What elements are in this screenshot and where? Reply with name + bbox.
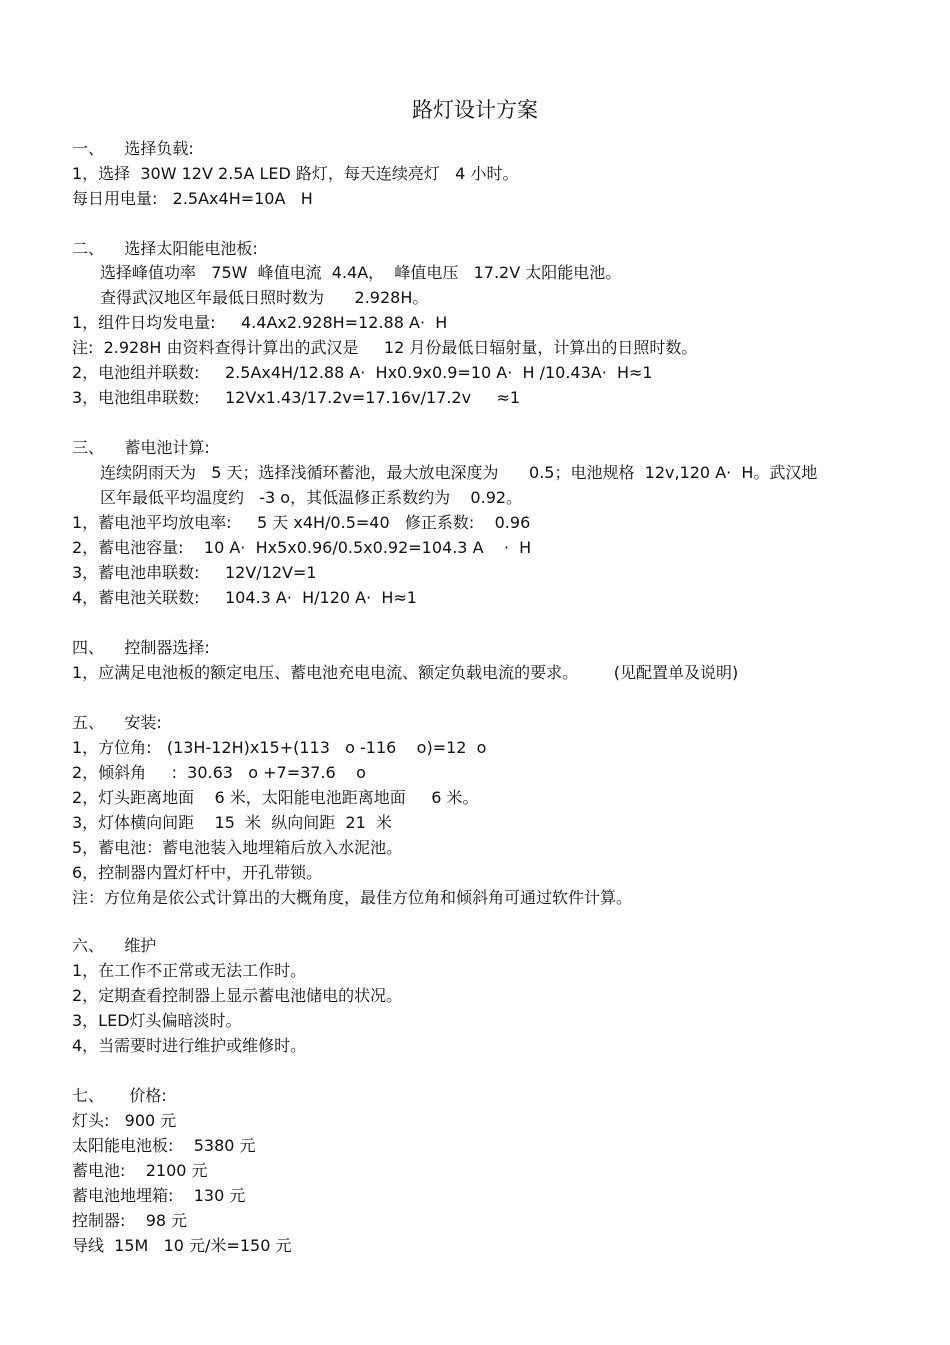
text-line: 三、 蓄电池计算: <box>72 438 210 457</box>
text-line: 1，选择 30W 12V 2.5A LED 路灯，每天连续亮灯 4 小时。 <box>72 164 519 183</box>
text-line: 2，定期查看控制器上显示蓄电池储电的状况。 <box>72 986 403 1005</box>
text-line: 3，蓄电池串联数: 12V/12V=1 <box>72 563 317 582</box>
text-line: 六、 维护 <box>72 936 157 955</box>
text-line: 灯头: 900 元 <box>72 1111 177 1130</box>
text-line: 二、 选择太阳能电池板: <box>72 239 258 258</box>
text-line: 注: 2.928H 由资料查得计算出的武汉是 12 月份最低日辐射量，计算出的日照时数。 <box>72 338 698 357</box>
text-line: 3，灯体横向间距 15 米 纵向间距 21 米 <box>72 813 392 832</box>
text-line: 5，蓄电池：蓄电池装入地埋箱后放入水泥池。 <box>72 838 403 857</box>
text-line: 太阳能电池板: 5380 元 <box>72 1136 256 1155</box>
text-line: 控制器: 98 元 <box>72 1211 188 1230</box>
text-line: 3，LED灯头偏暗淡时。 <box>72 1011 242 1030</box>
text-line: 蓄电池地埋箱: 130 元 <box>72 1186 246 1205</box>
text-line: 选择峰值功率 75W 峰值电流 4.4A， 峰值电压 17.2V 太阳能电池。 <box>100 263 622 282</box>
document-title: 路灯设计方案 <box>412 98 538 122</box>
text-line: 4，当需要时进行维护或维修时。 <box>72 1036 307 1055</box>
text-line: 每日用电量: 2.5Ax4H=10A H <box>72 189 313 208</box>
text-line: 七、 价格: <box>72 1086 167 1105</box>
text-line: 五、 安装: <box>72 713 162 732</box>
text-line: 1，在工作不正常或无法工作时。 <box>72 961 307 980</box>
text-line: 3，电池组串联数: 12Vx1.43/17.2v=17.16v/17.2v ≈1 <box>72 388 521 407</box>
text-line: 一、 选择负载: <box>72 139 194 158</box>
text-line: 4，蓄电池关联数: 104.3 A· H/120 A· H≈1 <box>72 588 417 607</box>
text-line: 2，蓄电池容量: 10 A· Hx5x0.96/0.5x0.92=104.3 A · H <box>72 538 532 557</box>
text-line: 2，倾斜角 : 30.63 o +7=37.6 o <box>72 763 366 782</box>
text-line: 连续阴雨天为 5 天；选择浅循环蓄池，最大放电深度为 0.5；电池规格 12v,120 A· H。武汉地 <box>100 463 818 482</box>
text-line: 注：方位角是依公式计算出的大概角度，最佳方位角和倾斜角可通过软件计算。 <box>72 888 633 907</box>
text-line: 导线 15M 10 元/米=150 元 <box>72 1236 292 1255</box>
text-line: 1，方位角: (13H-12H)x15+(113 o -116 o)=12 o <box>72 738 487 757</box>
text-line: 1，蓄电池平均放电率: 5 天 x4H/0.5=40 修正系数: 0.96 <box>72 513 531 532</box>
text-line: 1，组件日均发电量: 4.4Ax2.928H=12.88 A· H <box>72 313 448 332</box>
text-line: 查得武汉地区年最低日照时数为 2.928H。 <box>100 288 429 307</box>
text-line: 6，控制器内置灯杆中，开孔带锁。 <box>72 863 323 882</box>
text-line: 四、 控制器选择: <box>72 638 210 657</box>
text-line: 2，电池组并联数: 2.5Ax4H/12.88 A· Hx0.9x0.9=10 A· H /10.43A· H≈1 <box>72 363 653 382</box>
text-line: 2，灯头距离地面 6 米，太阳能电池距离地面 6 米。 <box>72 788 479 807</box>
text-line: 区年最低平均温度约 -3 o，其低温修正系数约为 0.92。 <box>100 488 523 507</box>
text-line: 蓄电池: 2100 元 <box>72 1161 208 1180</box>
text-line: 1，应满足电池板的额定电压、蓄电池充电电流、额定负载电流的要求。 (见配置单及说明) <box>72 663 739 682</box>
